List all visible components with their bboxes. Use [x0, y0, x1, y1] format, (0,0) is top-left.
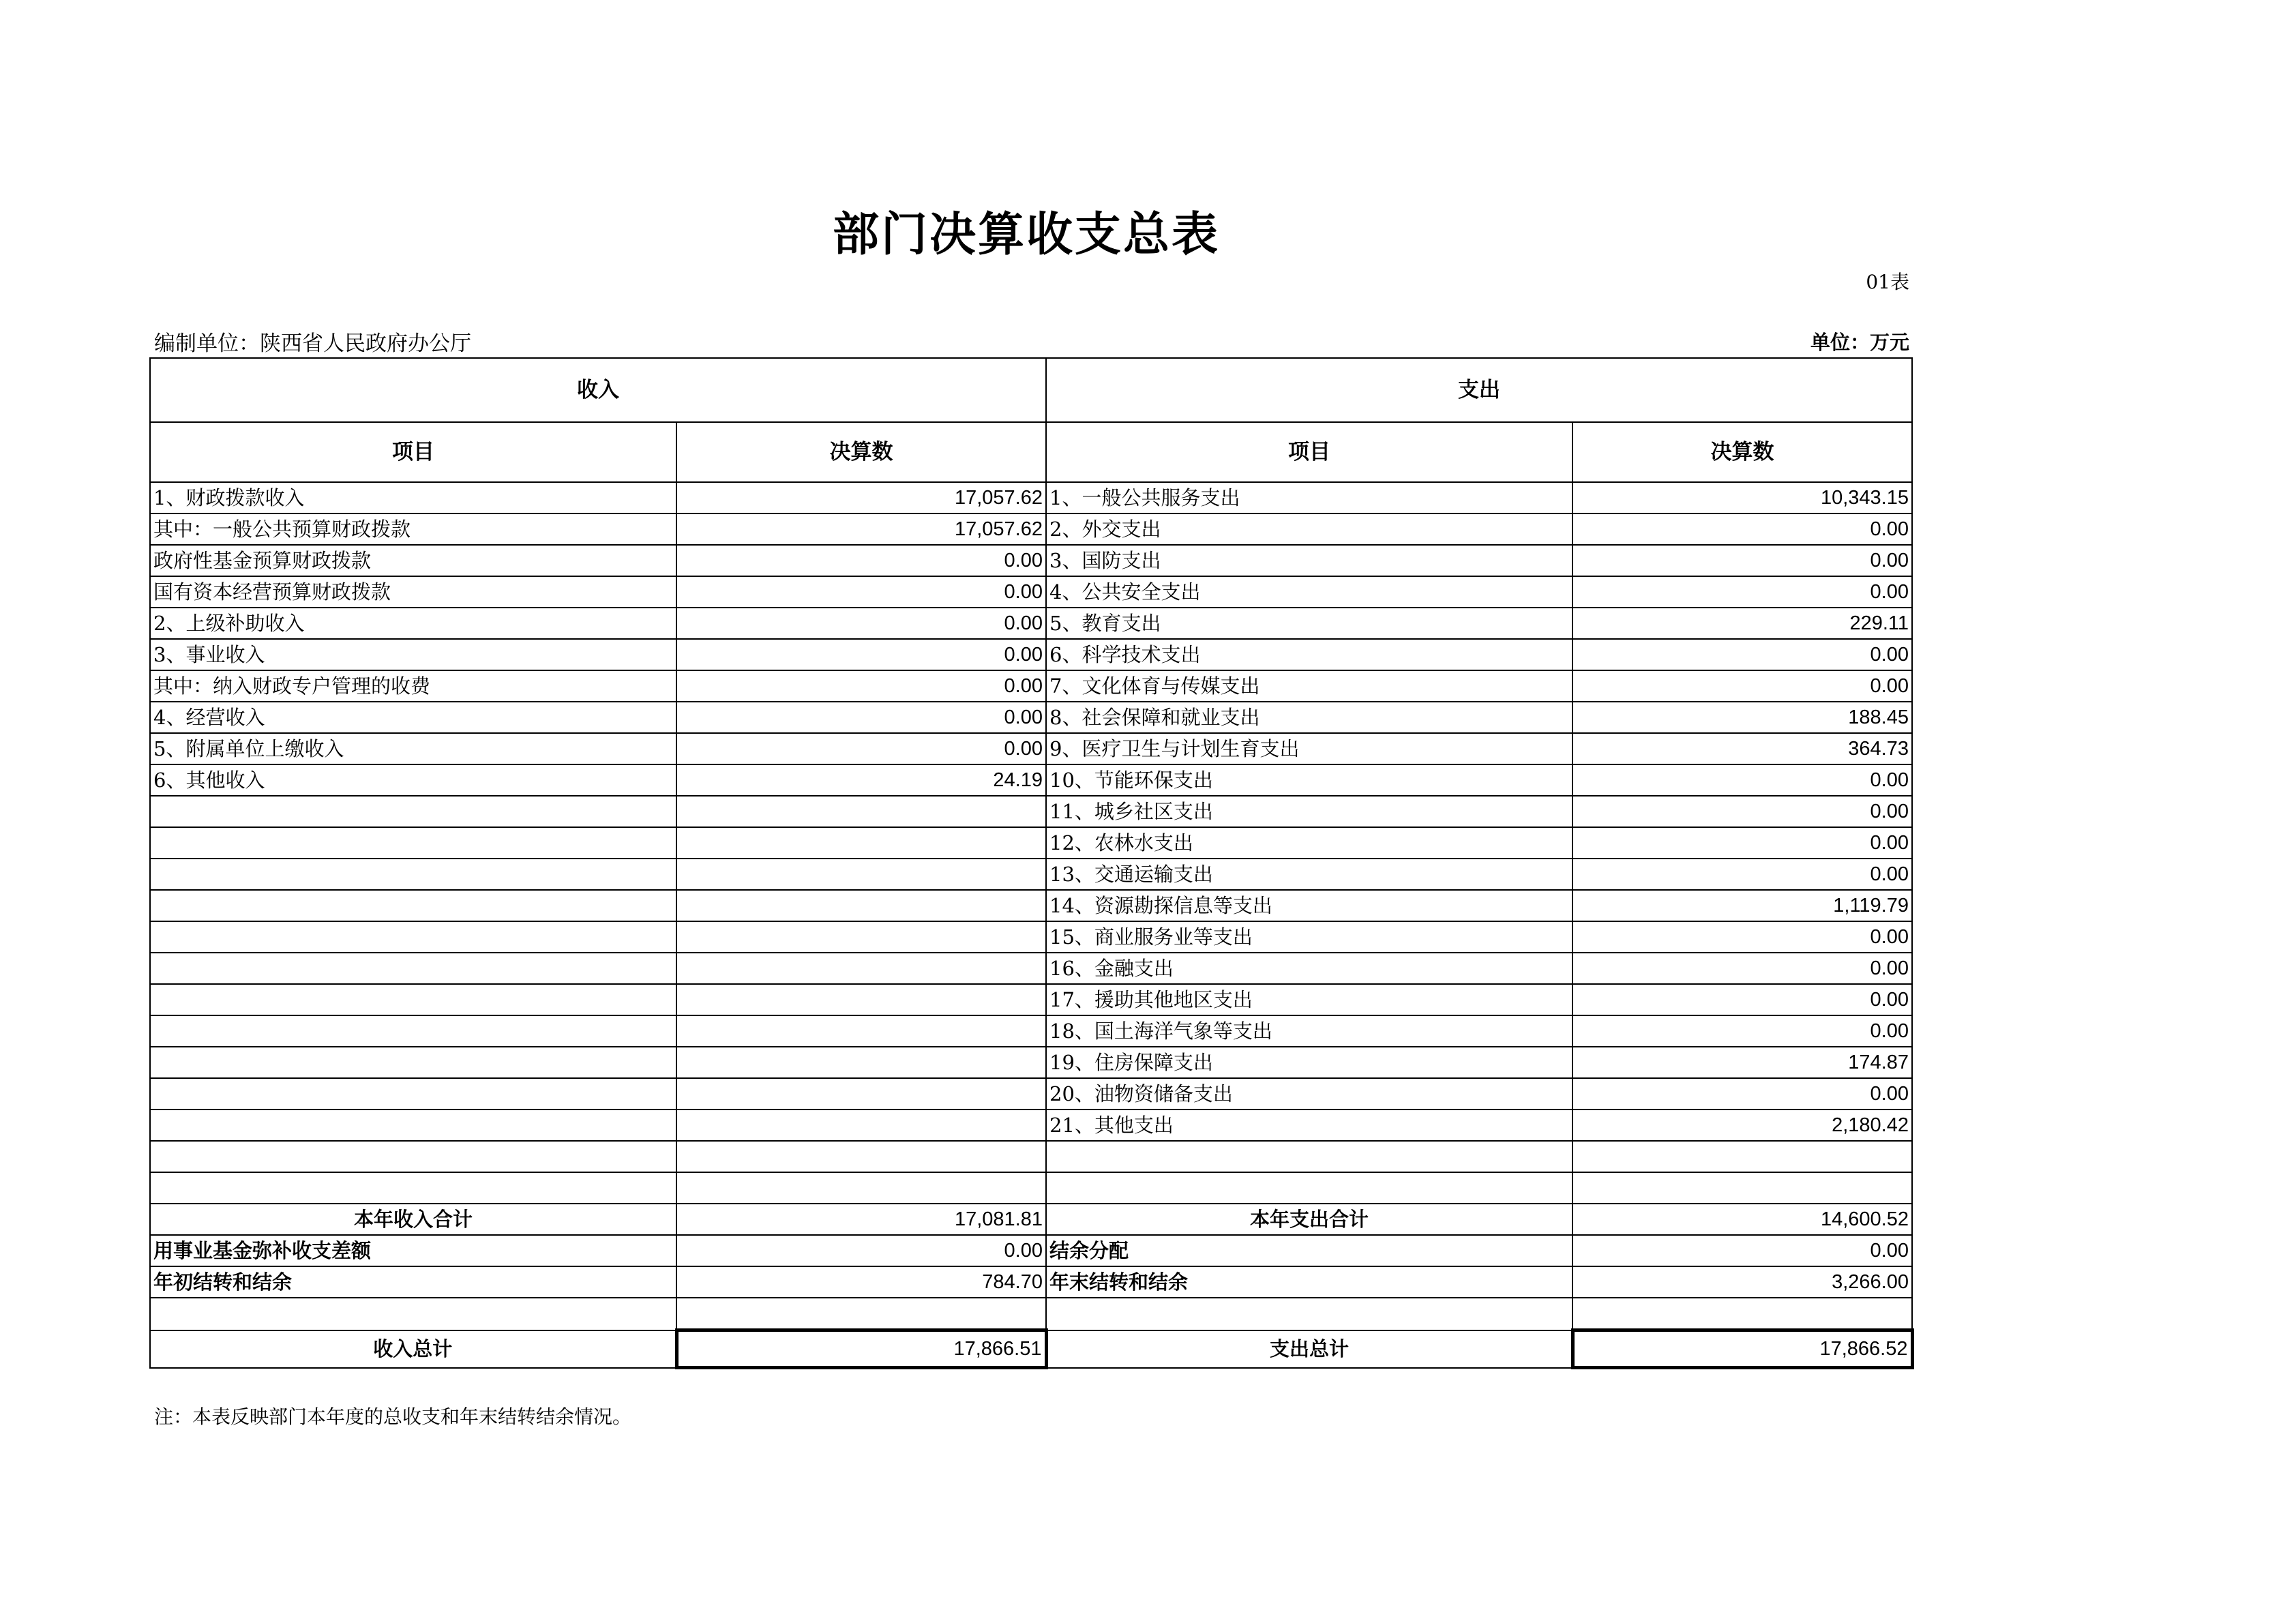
expense-amount-cell: 174.87 [1572, 1047, 1912, 1078]
expense-amount-cell: 10,343.15 [1572, 482, 1912, 513]
expense-amount-cell: 0.00 [1572, 953, 1912, 984]
income-item-cell [150, 921, 676, 953]
income-item-cell: 2、上级补助收入 [150, 608, 676, 639]
expense-amount-cell: 2,180.42 [1572, 1110, 1912, 1141]
income-amount-cell: 0.00 [676, 733, 1046, 764]
year-total-row-expense-value: 14,600.52 [1572, 1204, 1912, 1235]
income-amount-cell: 0.00 [676, 608, 1046, 639]
income-amount-cell: 17,057.62 [676, 513, 1046, 545]
income-amount-cell [676, 953, 1046, 984]
blank-cell [676, 1298, 1046, 1330]
carry-row [150, 1266, 1912, 1298]
income-amount-cell: 0.00 [676, 670, 1046, 702]
income-item-cell: 其中：一般公共预算财政拨款 [150, 513, 676, 545]
expense-item-cell: 5、教育支出 [1046, 608, 1572, 639]
table-row [150, 639, 1912, 670]
org-label: 编制单位：陕西省人民政府办公厅 [154, 331, 471, 356]
expense-item-cell: 16、金融支出 [1046, 953, 1572, 984]
table-row [150, 953, 1912, 984]
fund-gap-row [150, 1235, 1912, 1266]
income-amount-cell [676, 984, 1046, 1015]
grand-total-row-expense-label: 支出总计 [1046, 1330, 1572, 1368]
income-header: 收入 [150, 358, 1046, 422]
blank-cell [1572, 1141, 1912, 1172]
income-amount-cell: 0.00 [676, 639, 1046, 670]
table-row [150, 576, 1912, 608]
expense-item-cell: 17、援助其他地区支出 [1046, 984, 1572, 1015]
expense-amount-cell: 188.45 [1572, 702, 1912, 733]
expense-amount-cell: 0.00 [1572, 670, 1912, 702]
expense-amount-cell: 0.00 [1572, 1078, 1912, 1110]
expense-item-cell: 13、交通运输支出 [1046, 859, 1572, 890]
table-row [150, 545, 1912, 576]
expense-amount-cell: 0.00 [1572, 921, 1912, 953]
expense-item-cell: 21、其他支出 [1046, 1110, 1572, 1141]
income-item-cell: 其中：纳入财政专户管理的收费 [150, 670, 676, 702]
table-row [150, 1047, 1912, 1078]
fund-gap-row-expense-value: 0.00 [1572, 1235, 1912, 1266]
expense-amount-cell: 0.00 [1572, 1015, 1912, 1047]
income-item-cell [150, 1047, 676, 1078]
income-amount-cell: 0.00 [676, 576, 1046, 608]
year-total-row-expense-label: 本年支出合计 [1046, 1204, 1572, 1235]
income-item-cell [150, 796, 676, 827]
expense-amount-cell: 0.00 [1572, 576, 1912, 608]
blank-cell [676, 1172, 1046, 1204]
blank-cell [150, 1141, 676, 1172]
income-item-cell: 4、经营收入 [150, 702, 676, 733]
page-title: 部门决算收支总表 [832, 208, 1220, 262]
expense-item-cell: 10、节能环保支出 [1046, 764, 1572, 796]
income-item-cell: 1、财政拨款收入 [150, 482, 676, 513]
table-row [150, 796, 1912, 827]
expense-item-cell: 9、医疗卫生与计划生育支出 [1046, 733, 1572, 764]
income-amount-cell [676, 827, 1046, 859]
fund-gap-row-income-value: 0.00 [676, 1235, 1046, 1266]
income-item-cell [150, 859, 676, 890]
expense-item-cell: 15、商业服务业等支出 [1046, 921, 1572, 953]
footnote: 注：本表反映部门本年度的总收支和年末结转结余情况。 [154, 1405, 632, 1428]
income-amount-header: 决算数 [676, 422, 1046, 482]
blank-cell [1046, 1298, 1572, 1330]
table-row [150, 482, 1912, 513]
table-row [150, 890, 1912, 921]
table-row [150, 608, 1912, 639]
expense-item-header: 项目 [1046, 422, 1572, 482]
expense-item-cell: 18、国土海洋气象等支出 [1046, 1015, 1572, 1047]
expense-amount-cell: 0.00 [1572, 827, 1912, 859]
expense-amount-cell: 0.00 [1572, 796, 1912, 827]
expense-item-cell: 7、文化体育与传媒支出 [1046, 670, 1572, 702]
expense-amount-cell: 364.73 [1572, 733, 1912, 764]
income-item-cell: 5、附属单位上缴收入 [150, 733, 676, 764]
expense-item-cell: 8、社会保障和就业支出 [1046, 702, 1572, 733]
income-amount-cell: 17,057.62 [676, 482, 1046, 513]
blank-row [150, 1298, 1912, 1330]
income-amount-cell: 0.00 [676, 545, 1046, 576]
carry-row-expense-label: 年末结转和结余 [1046, 1266, 1572, 1298]
income-item-cell [150, 827, 676, 859]
year-total-row-income-value: 17,081.81 [676, 1204, 1046, 1235]
blank-cell [1046, 1141, 1572, 1172]
income-item-cell [150, 1110, 676, 1141]
grand-total-row-income-value: 17,866.51 [676, 1330, 1046, 1368]
expense-amount-header: 决算数 [1572, 422, 1912, 482]
unit-label: 单位：万元 [1810, 331, 1909, 354]
table-row [150, 764, 1912, 796]
year-total-row-income-label: 本年收入合计 [150, 1204, 676, 1235]
income-item-cell [150, 1078, 676, 1110]
expense-item-cell: 2、外交支出 [1046, 513, 1572, 545]
income-amount-cell [676, 1078, 1046, 1110]
grand-total-row-income-label: 收入总计 [150, 1330, 676, 1368]
blank-cell [1572, 1298, 1912, 1330]
expense-item-cell: 19、住房保障支出 [1046, 1047, 1572, 1078]
income-amount-cell [676, 1047, 1046, 1078]
table-row [150, 670, 1912, 702]
blank-row [150, 1141, 1912, 1172]
expense-item-cell: 14、资源勘探信息等支出 [1046, 890, 1572, 921]
carry-row-income-label: 年初结转和结余 [150, 1266, 676, 1298]
table-row [150, 513, 1912, 545]
income-item-cell [150, 890, 676, 921]
income-amount-cell [676, 859, 1046, 890]
fund-gap-row-income-label: 用事业基金弥补收支差额 [150, 1235, 676, 1266]
carry-row-expense-value: 3,266.00 [1572, 1266, 1912, 1298]
income-amount-cell [676, 1110, 1046, 1141]
expense-header: 支出 [1046, 358, 1912, 422]
expense-item-cell: 6、科学技术支出 [1046, 639, 1572, 670]
expense-amount-cell: 0.00 [1572, 545, 1912, 576]
expense-amount-cell: 1,119.79 [1572, 890, 1912, 921]
table-row [150, 984, 1912, 1015]
blank-cell [150, 1172, 676, 1204]
table-code: 01表 [1866, 271, 1909, 293]
income-item-header: 项目 [150, 422, 676, 482]
expense-item-cell: 3、国防支出 [1046, 545, 1572, 576]
income-amount-cell [676, 890, 1046, 921]
table-row [150, 702, 1912, 733]
blank-cell [676, 1141, 1046, 1172]
expense-amount-cell: 229.11 [1572, 608, 1912, 639]
blank-cell [150, 1298, 676, 1330]
section-header-row [150, 358, 1912, 422]
income-item-cell [150, 953, 676, 984]
income-item-cell: 6、其他收入 [150, 764, 676, 796]
expense-amount-cell: 0.00 [1572, 764, 1912, 796]
table-row [150, 921, 1912, 953]
income-amount-cell [676, 1015, 1046, 1047]
fund-gap-row-expense-label: 结余分配 [1046, 1235, 1572, 1266]
income-item-cell: 政府性基金预算财政拨款 [150, 545, 676, 576]
table-row [150, 733, 1912, 764]
expense-amount-cell: 0.00 [1572, 639, 1912, 670]
grand-total-row [150, 1330, 1912, 1368]
expense-item-cell: 4、公共安全支出 [1046, 576, 1572, 608]
table-row [150, 827, 1912, 859]
expense-item-cell: 12、农林水支出 [1046, 827, 1572, 859]
budget-summary-table [149, 357, 1914, 1369]
blank-cell [1572, 1172, 1912, 1204]
income-amount-cell [676, 921, 1046, 953]
column-header-row [150, 422, 1912, 482]
table-row [150, 1110, 1912, 1141]
income-amount-cell: 0.00 [676, 702, 1046, 733]
income-item-cell [150, 984, 676, 1015]
income-item-cell [150, 1015, 676, 1047]
blank-cell [1046, 1172, 1572, 1204]
table-row [150, 1078, 1912, 1110]
grand-total-row-expense-value: 17,866.52 [1572, 1330, 1912, 1368]
year-total-row [150, 1204, 1912, 1235]
blank-row [150, 1172, 1912, 1204]
carry-row-income-value: 784.70 [676, 1266, 1046, 1298]
expense-amount-cell: 0.00 [1572, 859, 1912, 890]
income-amount-cell [676, 796, 1046, 827]
income-item-cell: 国有资本经营预算财政拨款 [150, 576, 676, 608]
table-row [150, 1015, 1912, 1047]
income-item-cell: 3、事业收入 [150, 639, 676, 670]
table-row [150, 859, 1912, 890]
expense-item-cell: 11、城乡社区支出 [1046, 796, 1572, 827]
expense-item-cell: 20、油物资储备支出 [1046, 1078, 1572, 1110]
expense-amount-cell: 0.00 [1572, 984, 1912, 1015]
expense-item-cell: 1、一般公共服务支出 [1046, 482, 1572, 513]
expense-amount-cell: 0.00 [1572, 513, 1912, 545]
income-amount-cell: 24.19 [676, 764, 1046, 796]
